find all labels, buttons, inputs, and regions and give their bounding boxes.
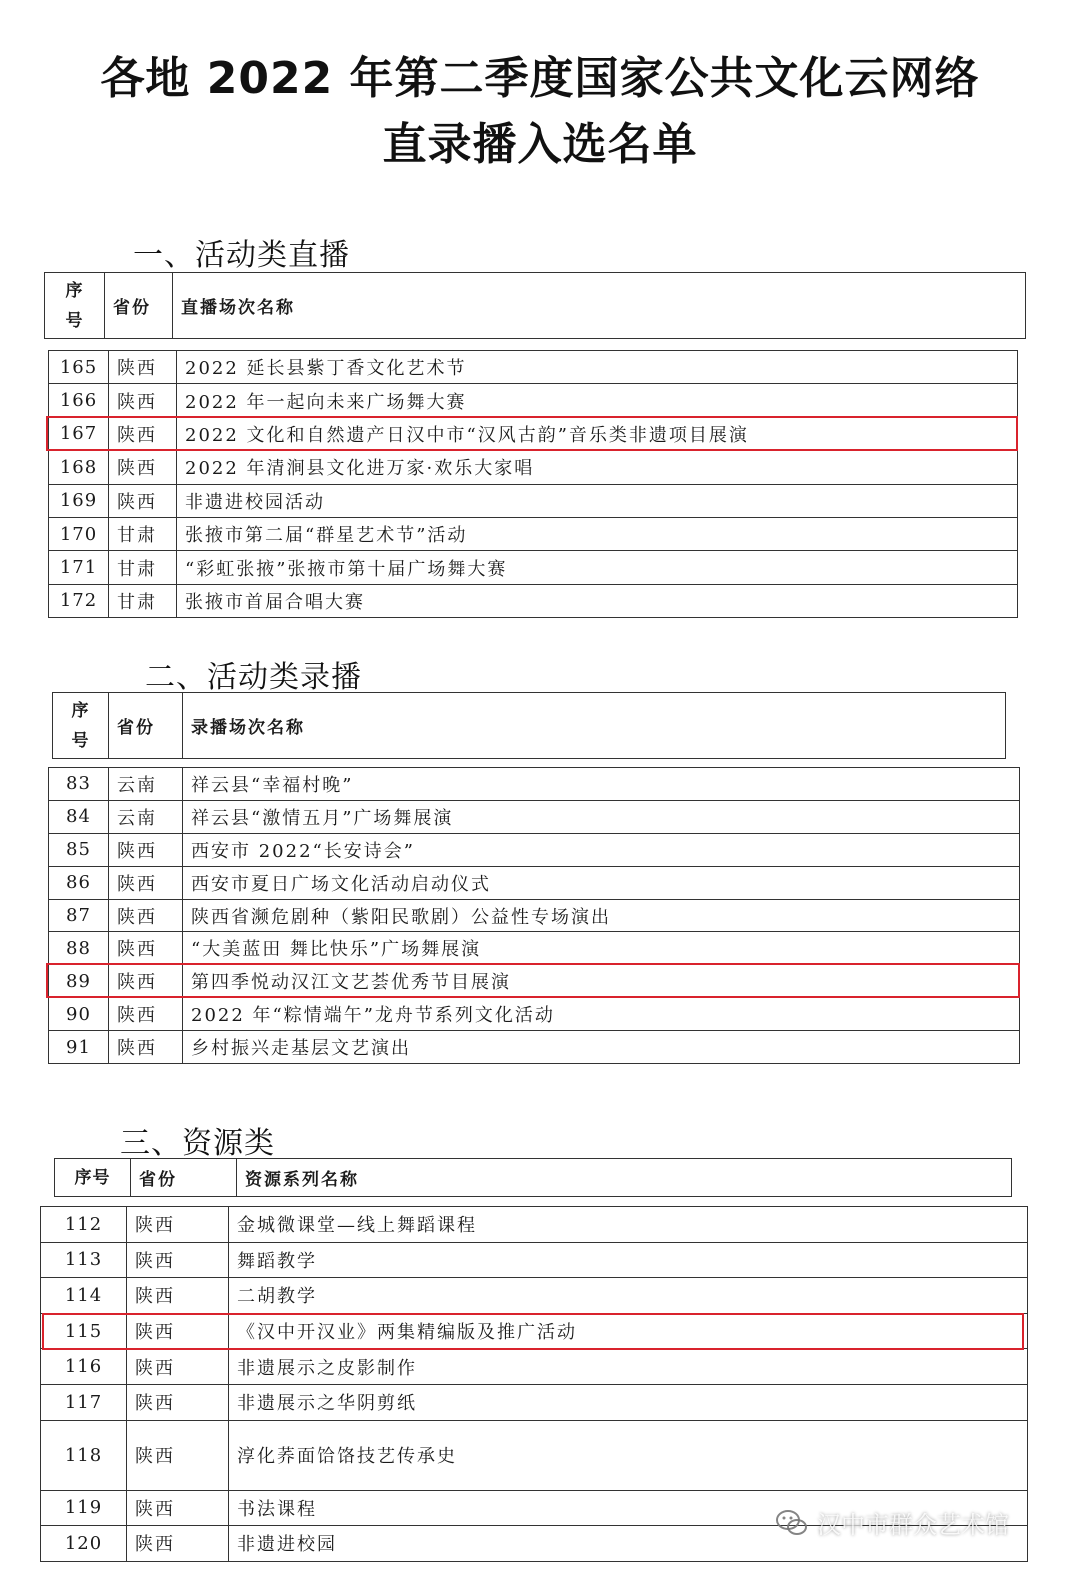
- header-name: 资源系列名称: [237, 1159, 1012, 1197]
- table-row: [49, 551, 1018, 584]
- row-province: 甘肃: [109, 584, 177, 617]
- row-province: 陕西: [109, 484, 177, 517]
- section-1-header-table: [44, 272, 1026, 339]
- table-row: [41, 1384, 1028, 1420]
- row-name: 书法课程: [229, 1490, 1028, 1526]
- row-name: 非遗进校园: [229, 1526, 1028, 1562]
- header-province: 省份: [131, 1159, 237, 1197]
- row-num: 85: [49, 833, 109, 866]
- row-name: 西安市夏日广场文化活动启动仪式: [183, 866, 1020, 899]
- row-province: 陕西: [109, 965, 183, 998]
- row-num: 170: [49, 517, 109, 550]
- row-num: 113: [41, 1242, 127, 1278]
- row-province: 云南: [109, 800, 183, 833]
- row-num: 87: [49, 899, 109, 932]
- row-num: 118: [41, 1420, 127, 1490]
- row-num: 89: [49, 965, 109, 998]
- row-name: 非遗进校园活动: [177, 484, 1018, 517]
- row-num: 88: [49, 932, 109, 965]
- row-num: 117: [41, 1384, 127, 1420]
- row-num: 112: [41, 1207, 127, 1243]
- row-name: 淳化荞面饸饹技艺传承史: [229, 1420, 1028, 1490]
- row-name: 乡村振兴走基层文艺演出: [183, 1031, 1020, 1064]
- row-province: 陕西: [127, 1349, 229, 1385]
- section-2-heading: 二、活动类录播: [145, 660, 362, 695]
- row-province: 陕西: [127, 1313, 229, 1349]
- row-name: 张掖市首届合唱大赛: [177, 584, 1018, 617]
- row-province: 陕西: [109, 451, 177, 484]
- row-name: 金城微课堂—线上舞蹈课程: [229, 1207, 1028, 1243]
- row-name: 祥云县“幸福村晚”: [183, 768, 1020, 801]
- row-province: 陕西: [127, 1207, 229, 1243]
- table-row: [49, 1031, 1020, 1064]
- row-province: 云南: [109, 768, 183, 801]
- table-row: [49, 351, 1018, 384]
- row-name: 西安市 2022“长安诗会”: [183, 833, 1020, 866]
- row-num: 84: [49, 800, 109, 833]
- table-row: [49, 768, 1020, 801]
- table-row: [49, 417, 1018, 450]
- section-1-heading: 一、活动类直播: [133, 238, 350, 273]
- section-3-heading: 三、资源类: [120, 1126, 275, 1161]
- header-name: 直播场次名称: [173, 273, 1026, 339]
- row-name: 非遗展示之华阴剪纸: [229, 1384, 1028, 1420]
- table-row: [49, 584, 1018, 617]
- table-row: [41, 1207, 1028, 1243]
- row-name: “彩虹张掖”张掖市第十届广场舞大赛: [177, 551, 1018, 584]
- row-province: 陕西: [109, 899, 183, 932]
- row-province: 陕西: [127, 1384, 229, 1420]
- row-name: 非遗展示之皮影制作: [229, 1349, 1028, 1385]
- row-name: 张掖市第二届“群星艺术节”活动: [177, 517, 1018, 550]
- row-name: 舞蹈教学: [229, 1242, 1028, 1278]
- row-province: 陕西: [109, 932, 183, 965]
- row-num: 167: [49, 417, 109, 450]
- header-num: 序号: [45, 273, 105, 339]
- row-num: 91: [49, 1031, 109, 1064]
- row-name: 第四季悦动汉江文艺荟优秀节目展演: [183, 965, 1020, 998]
- row-province: 陕西: [109, 384, 177, 417]
- row-num: 168: [49, 451, 109, 484]
- row-province: 陕西: [127, 1526, 229, 1562]
- table-row: [41, 1278, 1028, 1314]
- section-2-header-table: [52, 692, 1006, 759]
- section-3-header-table: [54, 1158, 1012, 1197]
- row-num: 86: [49, 866, 109, 899]
- table-row: [49, 833, 1020, 866]
- row-province: 陕西: [109, 866, 183, 899]
- row-name: “大美蓝田 舞比快乐”广场舞展演: [183, 932, 1020, 965]
- watermark: [775, 1505, 1009, 1540]
- header-name: 录播场次名称: [183, 693, 1006, 759]
- wechat-icon: [775, 1508, 809, 1538]
- row-num: 116: [41, 1349, 127, 1385]
- row-province: 甘肃: [109, 551, 177, 584]
- row-name: 2022 年清涧县文化进万家·欢乐大家唱: [177, 451, 1018, 484]
- row-province: 陕西: [127, 1278, 229, 1314]
- row-name: 祥云县“激情五月”广场舞展演: [183, 800, 1020, 833]
- row-num: 119: [41, 1490, 127, 1526]
- section-1-rows: [49, 351, 1018, 618]
- row-num: 115: [41, 1313, 127, 1349]
- header-province: 省份: [105, 273, 173, 339]
- header-province: 省份: [109, 693, 183, 759]
- document-title-line-2: 直录播入选名单: [382, 119, 698, 170]
- row-name: 《汉中开汉业》两集精编版及推广活动: [229, 1313, 1028, 1349]
- row-province: 陕西: [109, 351, 177, 384]
- table-row: [49, 484, 1018, 517]
- table-row: [49, 517, 1018, 550]
- row-num: 165: [49, 351, 109, 384]
- section-1-table: [48, 350, 1018, 618]
- row-province: 甘肃: [109, 517, 177, 550]
- row-num: 120: [41, 1526, 127, 1562]
- row-province: 陕西: [109, 1031, 183, 1064]
- table-row: [41, 1420, 1028, 1490]
- row-num: 171: [49, 551, 109, 584]
- table-row: [49, 965, 1020, 998]
- table-row: [49, 998, 1020, 1031]
- row-province: 陕西: [109, 833, 183, 866]
- row-name: 2022 年一起向未来广场舞大赛: [177, 384, 1018, 417]
- section-2-table: [48, 767, 1020, 1064]
- row-num: 166: [49, 384, 109, 417]
- section-2-rows: [49, 768, 1020, 1064]
- row-num: 114: [41, 1278, 127, 1314]
- table-row: [49, 451, 1018, 484]
- row-num: 172: [49, 584, 109, 617]
- header-num: 序号: [55, 1159, 131, 1197]
- table-row: [49, 899, 1020, 932]
- row-num: 83: [49, 768, 109, 801]
- table-row: [49, 384, 1018, 417]
- document-title-line-1: 各地 2022 年第二季度国家公共文化云网络: [100, 53, 980, 104]
- row-province: 陕西: [127, 1420, 229, 1490]
- row-name: 2022 延长县紫丁香文化艺术节: [177, 351, 1018, 384]
- row-name: 陕西省濒危剧种（紫阳民歌剧）公益性专场演出: [183, 899, 1020, 932]
- table-row: [41, 1242, 1028, 1278]
- row-name: 2022 文化和自然遗产日汉中市“汉风古韵”音乐类非遗项目展演: [177, 417, 1018, 450]
- row-num: 169: [49, 484, 109, 517]
- row-province: 陕西: [127, 1242, 229, 1278]
- table-row: [41, 1313, 1028, 1349]
- table-row: [49, 800, 1020, 833]
- table-row: [41, 1349, 1028, 1385]
- header-num: 序号: [53, 693, 109, 759]
- row-name: 二胡教学: [229, 1278, 1028, 1314]
- row-province: 陕西: [109, 417, 177, 450]
- row-province: 陕西: [109, 998, 183, 1031]
- row-name: 2022 年“粽情端午”龙舟节系列文化活动: [183, 998, 1020, 1031]
- table-row: [49, 866, 1020, 899]
- row-province: 陕西: [127, 1490, 229, 1526]
- table-row: [49, 932, 1020, 965]
- watermark-text: 汉中市群众艺术馆: [817, 1511, 1009, 1539]
- row-num: 90: [49, 998, 109, 1031]
